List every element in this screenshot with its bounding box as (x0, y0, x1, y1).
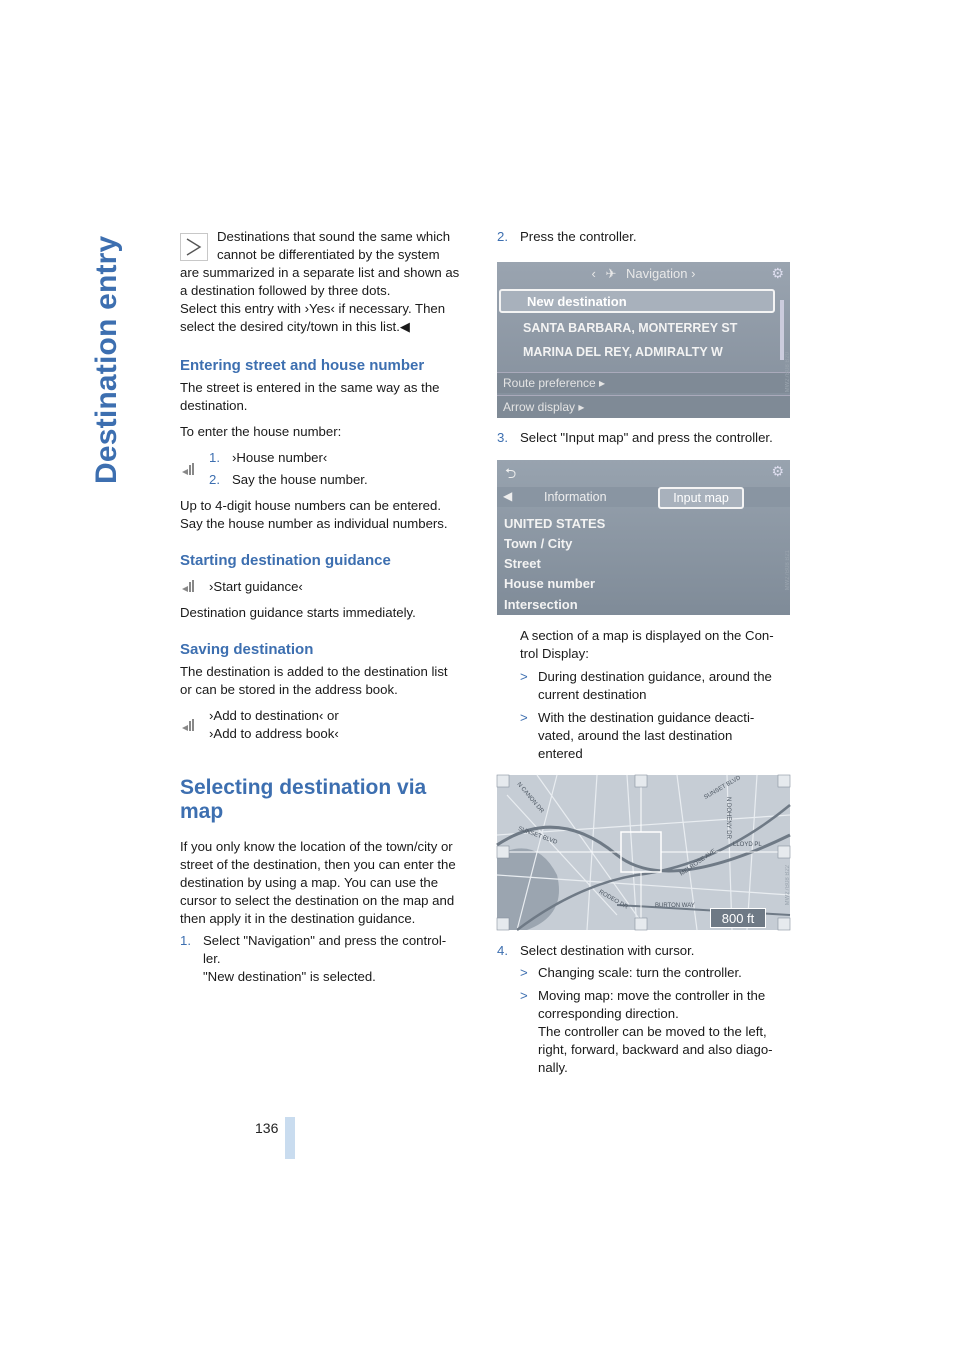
menu-row[interactable] (497, 372, 790, 393)
map-scale: 800 ft (710, 908, 766, 928)
step-text: Select "Input map" and press the controller. (520, 430, 773, 445)
menu-label: Arrow display ▸ (503, 400, 585, 414)
voice-command-icon (180, 717, 196, 733)
saving-heading: Saving destination (180, 641, 314, 658)
menu-row[interactable] (497, 395, 790, 418)
bullet-text: The controller can be moved to the left, (538, 1024, 767, 1039)
saving-commands (180, 707, 472, 743)
list-item[interactable]: Town / City (504, 536, 573, 551)
note-line: select the desired city/town in this list.◀ (180, 319, 411, 334)
bullet-arrow-icon: > (520, 710, 528, 725)
note-line: a destination followed by three dots. (180, 283, 391, 298)
guidance-heading: Starting destination guidance (180, 552, 391, 569)
map-paragraph-line: then apply it in the destination guidance. (180, 911, 416, 926)
list-item[interactable]: Street (504, 556, 541, 571)
bullet-item (520, 964, 797, 982)
street-label: BURTON WAY (655, 903, 695, 909)
step-number: 1. (180, 933, 191, 948)
saving-paragraph: The destination is added to the destination list (180, 664, 448, 679)
map-desc-line: A section of a map is displayed on the Con- (520, 628, 774, 643)
map-desc-line: trol Display: (520, 646, 589, 661)
street-label: SUNSET BLVD (517, 826, 558, 846)
step-text: Press the controller. (520, 229, 637, 244)
street-paragraph: The street is entered in the same way as the (180, 380, 440, 395)
tab-information[interactable]: Information (544, 490, 607, 504)
bullet-item (520, 668, 797, 704)
image-code: MW27B08 B22 (785, 865, 791, 906)
map-screen[interactable] (497, 775, 790, 930)
bullet-text: Moving map: move the controller in the (538, 988, 766, 1003)
step-text: ›House number‹ (232, 450, 328, 465)
settings-icon: ⚙ (771, 463, 784, 479)
step-1 (180, 932, 472, 986)
house-paragraph: Say the house number as individual numbers. (180, 516, 448, 531)
back-icon[interactable]: ⮌ (505, 465, 517, 481)
step-number: 2. (209, 472, 220, 487)
step-text: Say the house number. (232, 472, 368, 487)
page-number: 136 (255, 1120, 279, 1136)
destination-item[interactable]: SANTA BARBARA, MONTERREY ST (523, 321, 738, 335)
step-text: "New destination" is selected. (203, 969, 376, 984)
step4-bullets (497, 964, 797, 1077)
map-paragraph-line: destination by using a map. You can use the (180, 875, 439, 890)
street-label: MELROSE AVE (679, 848, 718, 878)
bullet-item (520, 987, 797, 1077)
bullet-text: Changing scale: turn the controller. (538, 965, 742, 980)
screen-title: Navigation (626, 266, 688, 281)
saving-cmd-text: ›Add to address book‹ (209, 726, 339, 741)
bullet-text: vated, around the last destination (538, 728, 733, 743)
item-label: New destination (527, 294, 627, 309)
guidance-paragraph: Destination guidance starts immediately. (180, 605, 416, 620)
section-title: Destination entry (90, 235, 123, 484)
voice-command-icon (180, 461, 196, 477)
right-column (497, 228, 797, 1077)
step-number: 1. (209, 450, 220, 465)
new-destination-item[interactable] (499, 289, 775, 313)
note-line: Select this entry with ›Yes‹ if necessary. Then (180, 301, 446, 316)
street-paragraph: destination. (180, 398, 248, 413)
house-intro: To enter the house number: (180, 424, 342, 439)
house-steps (180, 449, 472, 489)
scrollbar[interactable] (780, 300, 784, 360)
destination-item[interactable]: MARINA DEL REY, ADMIRALTY W (523, 345, 723, 359)
map-paragraph-line: If you only know the location of the town/city or (180, 839, 453, 854)
bullet-arrow-icon: > (520, 965, 528, 980)
guidance-command (180, 578, 472, 596)
note-line: cannot be differentiated by the system (217, 247, 440, 262)
map-paragraph (180, 838, 472, 928)
note-line: Destinations that sound the same which (217, 229, 451, 244)
bullet-arrow-icon: > (520, 669, 528, 684)
input-map-screen (497, 460, 790, 615)
map-graphic (497, 775, 790, 930)
map-heading: Selecting destination via map (180, 776, 427, 823)
map-description (497, 627, 797, 763)
screen-title-bar (497, 262, 790, 286)
chevron-left-icon: ‹ (591, 266, 596, 281)
note-block (180, 228, 472, 338)
settings-icon: ⚙ (771, 265, 784, 281)
street-label: N CANON DR (515, 781, 545, 815)
bullet-text: During destination guidance, around the (538, 669, 772, 684)
bullet-text: With the destination guidance deacti- (538, 710, 755, 725)
step-text: Select destination with cursor. (520, 943, 695, 958)
house-paragraph: Up to 4-digit house numbers can be entered. (180, 498, 441, 513)
image-code: MW27B08 B20 (785, 352, 791, 393)
map-paragraph-line: cursor to select the destination on the map and (180, 893, 455, 908)
bullet-text: right, forward, backward and also diago- (538, 1042, 773, 1057)
chevron-left-icon: ◀ (503, 489, 513, 503)
left-column (180, 228, 472, 986)
note-triangle-icon (180, 233, 208, 261)
guidance-cmd-text: ›Start guidance‹ (209, 579, 303, 594)
list-item[interactable]: UNITED STATES (504, 516, 606, 531)
bullet-item (520, 709, 797, 763)
bullet-text: corresponding direction. (538, 1006, 679, 1021)
navigation-screen (497, 262, 790, 417)
bullet-arrow-icon: > (520, 988, 528, 1003)
step-number: 3. (497, 430, 508, 445)
chevron-right-icon: › (691, 266, 696, 281)
bullet-text: nally. (538, 1060, 568, 1075)
step-text: Select "Navigation" and press the control- (203, 933, 447, 948)
voice-command-icon (180, 578, 196, 594)
street-label: SUNSET BLVD (703, 775, 742, 801)
saving-cmd-text: ›Add to destination‹ or (209, 708, 339, 723)
street-label: N DOHENY DR (724, 797, 731, 839)
list-item[interactable]: Intersection (504, 597, 578, 612)
list-item[interactable]: House number (504, 576, 596, 591)
street-label: RODEO DR (597, 889, 629, 911)
bullet-text: current destination (538, 687, 647, 702)
page-bar (285, 1117, 295, 1159)
street-label: LLOYD PL (733, 842, 762, 848)
menu-label: Route preference ▸ (503, 376, 606, 390)
tab-input-map[interactable]: Input map (658, 487, 744, 509)
step-text: ler. (203, 951, 221, 966)
map-paragraph-line: street of the destination, then you can enter the (180, 857, 456, 872)
navigation-icon: ✈ (605, 266, 617, 281)
street-heading: Entering street and house number (180, 357, 425, 374)
tab-bar (497, 487, 790, 507)
bullet-text: entered (538, 746, 583, 761)
image-code: MW27B08 B21 (785, 550, 791, 591)
step-number: 4. (497, 943, 508, 958)
note-line: are summarized in a separate list and shown as (180, 265, 460, 280)
step-number: 2. (497, 229, 508, 244)
saving-paragraph: or can be stored in the address book. (180, 682, 398, 697)
